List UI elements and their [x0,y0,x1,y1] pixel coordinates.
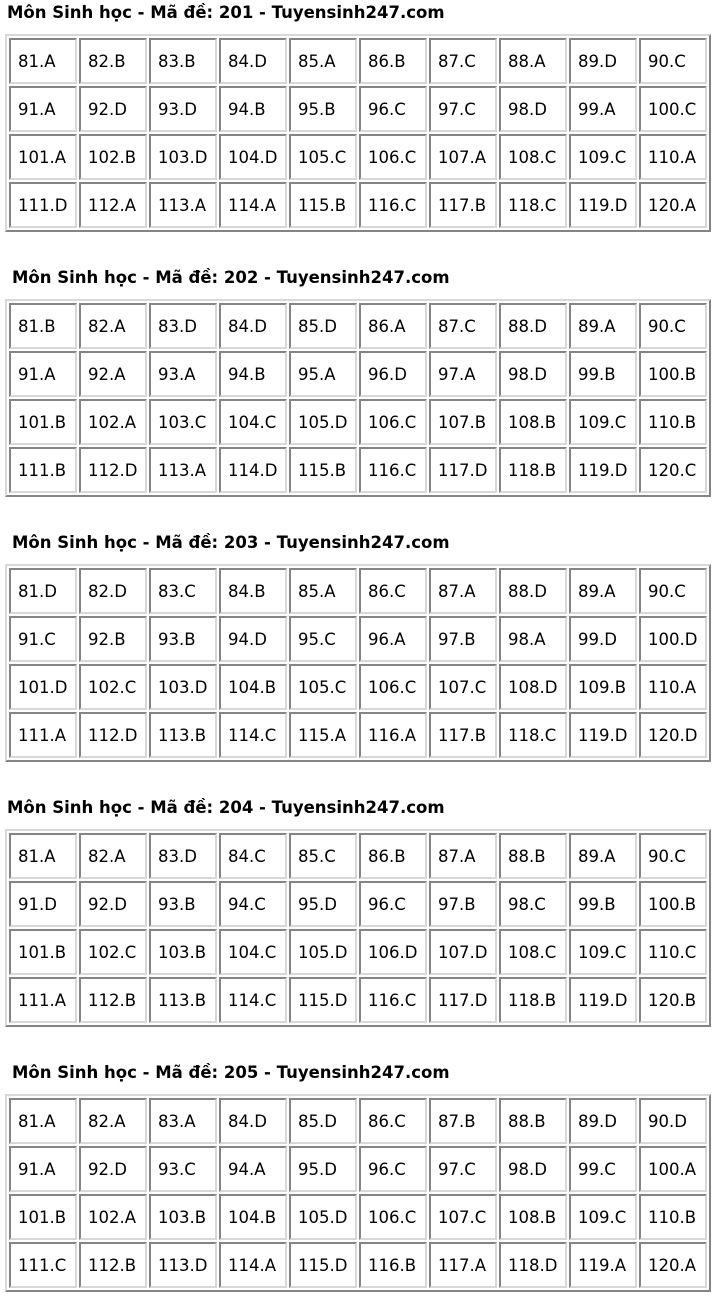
answer-cell: 90.C [639,38,707,84]
answer-cell: 91.C [9,616,77,662]
answer-cell: 114.A [219,1242,287,1288]
answer-key-table [5,299,711,497]
table-row [9,929,707,975]
table-row [9,86,707,132]
answer-cell: 117.D [429,977,497,1023]
answer-cell: 99.D [569,616,637,662]
table-row [9,399,707,445]
answer-cell: 116.C [359,977,427,1023]
answer-cell: 103.C [149,399,217,445]
answer-cell: 104.C [219,929,287,975]
answer-cell: 88.A [499,38,567,84]
answer-cell: 98.A [499,616,567,662]
answer-cell: 82.A [79,303,147,349]
answer-cell: 90.D [639,1098,707,1144]
answer-cell: 98.D [499,351,567,397]
answer-cell: 97.B [429,881,497,927]
answer-cell: 99.C [569,1146,637,1192]
answer-cell: 107.D [429,929,497,975]
answer-cell: 98.D [499,1146,567,1192]
answer-cell: 103.B [149,1194,217,1240]
answer-cell: 118.C [499,712,567,758]
answer-cell: 92.D [79,881,147,927]
answer-cell: 91.A [9,1146,77,1192]
answer-cell: 84.D [219,1098,287,1144]
table-row [9,134,707,180]
answer-cell: 108.D [499,664,567,710]
answer-cell: 114.D [219,447,287,493]
answer-key-table [5,1094,711,1292]
answer-cell: 87.C [429,303,497,349]
answer-cell: 87.A [429,833,497,879]
answer-cell: 111.C [9,1242,77,1288]
answer-cell: 96.C [359,881,427,927]
answer-cell: 117.B [429,712,497,758]
answer-cell: 83.D [149,303,217,349]
answer-cell: 117.A [429,1242,497,1288]
answer-cell: 100.B [639,351,707,397]
answer-cell: 96.A [359,616,427,662]
answer-cell: 93.B [149,616,217,662]
answer-cell: 103.D [149,664,217,710]
answer-cell: 89.A [569,833,637,879]
answer-cell: 106.C [359,1194,427,1240]
answer-key-title: Môn Sinh học - Mã đề: 203 - Tuyensinh247.com [12,533,450,552]
answer-cell: 100.A [639,1146,707,1192]
answer-cell: 95.C [289,616,357,662]
answer-cell: 119.D [569,447,637,493]
answer-cell: 91.D [9,881,77,927]
answer-cell: 86.B [359,833,427,879]
answer-cell: 119.D [569,977,637,1023]
answer-cell: 94.C [219,881,287,927]
answer-cell: 86.C [359,1098,427,1144]
answer-cell: 84.C [219,833,287,879]
answer-cell: 93.C [149,1146,217,1192]
answer-cell: 112.D [79,447,147,493]
answer-cell: 120.A [639,182,707,228]
answer-cell: 109.B [569,664,637,710]
answer-cell: 84.B [219,568,287,614]
answer-cell: 94.D [219,616,287,662]
answer-cell: 85.C [289,833,357,879]
answer-cell: 113.D [149,1242,217,1288]
table-row [9,616,707,662]
answer-cell: 94.B [219,86,287,132]
answer-cell: 104.B [219,1194,287,1240]
answer-key-table [5,829,711,1027]
answer-cell: 88.B [499,833,567,879]
answer-cell: 82.A [79,833,147,879]
answer-cell: 108.B [499,399,567,445]
answer-cell: 111.B [9,447,77,493]
table-row [9,712,707,758]
answer-cell: 99.B [569,351,637,397]
table-row [9,881,707,927]
answer-cell: 102.A [79,399,147,445]
answer-cell: 120.C [639,447,707,493]
answer-cell: 104.D [219,134,287,180]
answer-cell: 106.D [359,929,427,975]
answer-cell: 116.B [359,1242,427,1288]
answer-cell: 109.C [569,1194,637,1240]
table-row [9,1146,707,1192]
answer-cell: 95.D [289,1146,357,1192]
answer-cell: 119.D [569,182,637,228]
answer-cell: 112.A [79,182,147,228]
answer-cell: 89.D [569,1098,637,1144]
answer-cell: 95.B [289,86,357,132]
answer-cell: 116.C [359,447,427,493]
answer-cell: 97.C [429,1146,497,1192]
answer-cell: 100.C [639,86,707,132]
answer-cell: 109.C [569,929,637,975]
answer-cell: 105.C [289,134,357,180]
answer-cell: 84.D [219,38,287,84]
answer-cell: 106.C [359,399,427,445]
answer-cell: 92.B [79,616,147,662]
answer-cell: 82.D [79,568,147,614]
table-row [9,977,707,1023]
answer-cell: 86.A [359,303,427,349]
answer-cell: 102.B [79,134,147,180]
answer-cell: 89.D [569,38,637,84]
answer-cell: 112.D [79,712,147,758]
answer-cell: 120.D [639,712,707,758]
answer-cell: 87.A [429,568,497,614]
answer-cell: 97.B [429,616,497,662]
answer-cell: 107.C [429,1194,497,1240]
answer-cell: 112.B [79,1242,147,1288]
table-row [9,833,707,879]
answer-cell: 114.C [219,977,287,1023]
answer-cell: 108.C [499,929,567,975]
answer-cell: 105.C [289,664,357,710]
answer-cell: 100.B [639,881,707,927]
answer-cell: 98.D [499,86,567,132]
answer-cell: 96.C [359,86,427,132]
answer-cell: 118.B [499,447,567,493]
answer-cell: 94.B [219,351,287,397]
answer-cell: 101.B [9,399,77,445]
answer-cell: 88.D [499,303,567,349]
answer-cell: 96.D [359,351,427,397]
answer-cell: 93.D [149,86,217,132]
answer-cell: 109.C [569,134,637,180]
answer-cell: 118.D [499,1242,567,1288]
answer-key-title: Môn Sinh học - Mã đề: 204 - Tuyensinh247.com [7,798,445,817]
answer-cell: 111.A [9,977,77,1023]
answer-cell: 90.C [639,568,707,614]
answer-cell: 110.B [639,399,707,445]
answer-cell: 117.D [429,447,497,493]
answer-cell: 85.D [289,303,357,349]
answer-cell: 83.A [149,1098,217,1144]
table-row [9,182,707,228]
answer-cell: 92.D [79,1146,147,1192]
answer-cell: 102.A [79,1194,147,1240]
answer-key-title: Môn Sinh học - Mã đề: 205 - Tuyensinh247.com [12,1063,450,1082]
answer-cell: 112.B [79,977,147,1023]
answer-cell: 115.B [289,447,357,493]
answer-cell: 83.D [149,833,217,879]
answer-cell: 113.A [149,447,217,493]
answer-cell: 88.B [499,1098,567,1144]
answer-cell: 95.D [289,881,357,927]
answer-cell: 104.C [219,399,287,445]
table-row [9,303,707,349]
answer-cell: 92.D [79,86,147,132]
answer-cell: 109.C [569,399,637,445]
answer-cell: 81.D [9,568,77,614]
answer-cell: 82.A [79,1098,147,1144]
answer-cell: 81.A [9,833,77,879]
answer-cell: 105.D [289,1194,357,1240]
table-row [9,1242,707,1288]
answer-cell: 115.D [289,977,357,1023]
answer-cell: 105.D [289,929,357,975]
answer-cell: 116.A [359,712,427,758]
answer-cell: 102.C [79,929,147,975]
answer-cell: 95.A [289,351,357,397]
answer-cell: 97.C [429,86,497,132]
answer-cell: 85.D [289,1098,357,1144]
answer-cell: 99.B [569,881,637,927]
answer-cell: 92.A [79,351,147,397]
answer-cell: 100.D [639,616,707,662]
answer-cell: 119.A [569,1242,637,1288]
table-row [9,568,707,614]
answer-cell: 110.C [639,929,707,975]
answer-cell: 81.A [9,38,77,84]
answer-cell: 83.B [149,38,217,84]
answer-cell: 99.A [569,86,637,132]
answer-cell: 91.A [9,351,77,397]
answer-cell: 113.B [149,712,217,758]
answer-cell: 116.C [359,182,427,228]
answer-cell: 110.A [639,134,707,180]
answer-cell: 98.C [499,881,567,927]
table-row [9,1098,707,1144]
answer-cell: 110.B [639,1194,707,1240]
answer-cell: 117.B [429,182,497,228]
answer-cell: 81.A [9,1098,77,1144]
answer-cell: 94.A [219,1146,287,1192]
answer-cell: 86.C [359,568,427,614]
answer-cell: 96.C [359,1146,427,1192]
answer-key-table [5,34,711,232]
answer-cell: 89.A [569,303,637,349]
answer-cell: 114.C [219,712,287,758]
answer-cell: 101.A [9,134,77,180]
table-row [9,664,707,710]
answer-cell: 84.D [219,303,287,349]
answer-cell: 89.A [569,568,637,614]
answer-key-title: Môn Sinh học - Mã đề: 202 - Tuyensinh247.com [12,268,450,287]
answer-cell: 102.C [79,664,147,710]
table-row [9,351,707,397]
answer-cell: 97.A [429,351,497,397]
answer-cell: 107.C [429,664,497,710]
answer-cell: 90.C [639,833,707,879]
answer-cell: 114.A [219,182,287,228]
answer-cell: 105.D [289,399,357,445]
answer-cell: 110.A [639,664,707,710]
answer-cell: 107.A [429,134,497,180]
answer-cell: 103.D [149,134,217,180]
answer-cell: 118.C [499,182,567,228]
answer-cell: 106.C [359,664,427,710]
answer-cell: 83.C [149,568,217,614]
table-row [9,447,707,493]
answer-key-table [5,564,711,762]
answer-cell: 87.C [429,38,497,84]
answer-cell: 93.B [149,881,217,927]
answer-cell: 91.A [9,86,77,132]
table-row [9,1194,707,1240]
answer-cell: 85.A [289,568,357,614]
answer-cell: 115.D [289,1242,357,1288]
answer-cell: 107.B [429,399,497,445]
answer-cell: 108.B [499,1194,567,1240]
answer-cell: 85.A [289,38,357,84]
answer-cell: 120.B [639,977,707,1023]
answer-cell: 101.D [9,664,77,710]
answer-cell: 115.B [289,182,357,228]
answer-cell: 111.D [9,182,77,228]
answer-cell: 82.B [79,38,147,84]
answer-cell: 93.A [149,351,217,397]
answer-cell: 81.B [9,303,77,349]
table-row [9,38,707,84]
answer-cell: 101.B [9,929,77,975]
answer-cell: 115.A [289,712,357,758]
answer-cell: 87.B [429,1098,497,1144]
answer-cell: 119.D [569,712,637,758]
answer-cell: 101.B [9,1194,77,1240]
answer-cell: 111.A [9,712,77,758]
answer-cell: 106.C [359,134,427,180]
answer-key-title: Môn Sinh học - Mã đề: 201 - Tuyensinh247.com [7,3,445,22]
answer-cell: 104.B [219,664,287,710]
answer-cell: 120.A [639,1242,707,1288]
answer-cell: 113.B [149,977,217,1023]
answer-cell: 88.D [499,568,567,614]
answer-cell: 86.B [359,38,427,84]
answer-cell: 118.B [499,977,567,1023]
answer-cell: 113.A [149,182,217,228]
answer-cell: 90.C [639,303,707,349]
answer-cell: 108.C [499,134,567,180]
answer-cell: 103.B [149,929,217,975]
